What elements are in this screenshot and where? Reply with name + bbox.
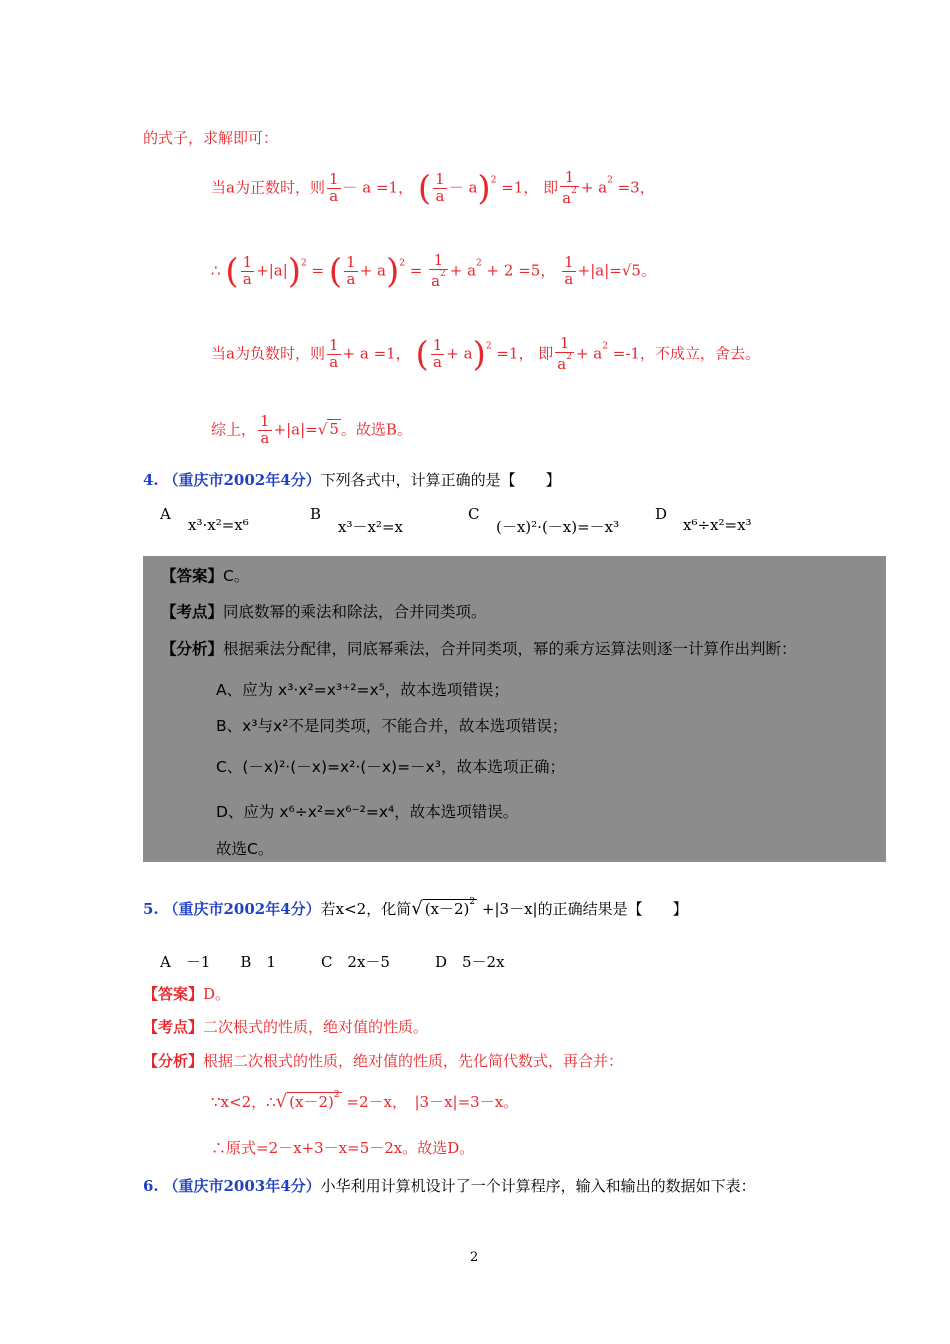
q4-analysis-d: D、应为 x⁶÷x²=x⁶⁻²=x⁴，故本选项错误。 xyxy=(216,803,519,821)
q4-option-b: x³－x²=x xyxy=(338,518,403,536)
intro-text: 的式子，求解即可： xyxy=(143,129,279,147)
summary-line: 综上， $\frac{1}{a}$ +|a|=√ 5 。故选B。 xyxy=(211,412,412,447)
q4-final: 故选C。 xyxy=(216,840,274,858)
q5-final: ∴原式=2－x+3－x=5－2x。故选D。 xyxy=(211,1139,475,1157)
q4-answer: 【答案】C。 xyxy=(161,567,250,585)
case-positive-line: 当a为正数时，则 $\frac{1}{a}$ － a =1， ( $\frac{1}{a}$ － a)$^2$ =1， 即 $\frac{1}{a^2}$ + $a^2 =3$， xyxy=(211,168,655,209)
q4-option-d: x⁶÷x²=x³ xyxy=(683,516,752,534)
q4-analysis: 【分析】根据乘法分配律，同底幂乘法，合并同类项，幂的乘方运算法则逐一计算作出判断： xyxy=(161,640,797,658)
q5-analysis: 【分析】根据二次根式的性质，绝对值的性质，先化简代数式，再合并： xyxy=(143,1052,624,1070)
q4-option-b-label: B xyxy=(310,505,322,523)
question-5-stem: 5. （重庆市2002年4分）若x<2，化简√ $(x-2)^2 +|3-x|$的正确结果是【 】 xyxy=(143,897,688,919)
question-4-stem: 4. （重庆市2002年4分）下列各式中，计算正确的是【 】 xyxy=(143,471,561,489)
q4-analysis-a: A、应为 x³·x²=x³⁺²=x⁵，故本选项错误； xyxy=(216,681,509,699)
q4-option-c-label: C xyxy=(468,505,480,523)
q4-analysis-c: C、(－x)²·(－x)=x²·(－x)=－x³，故本选项正确； xyxy=(216,758,565,776)
q4-option-d-label: D xyxy=(655,505,668,523)
q4-analysis-b: B、x³与x²不是同类项，不能合并，故本选项错误； xyxy=(216,717,568,735)
question-6-stem: 6. （重庆市2003年4分）小华利用计算机设计了一个计算程序，输入和输出的数据如下表： xyxy=(143,1177,756,1195)
case-positive-prefix: 当a为正数时，则 xyxy=(211,178,325,197)
case-negative-line: 当a为负数时，则 $\frac{1}{a}$ + a =1， ( $\frac{1}{a}$ + a)$^2$ =1， 即 $\frac{1}{a^2}$ + $a^2 =-1$，不成立，舍去。 xyxy=(211,334,760,375)
page-number: 2 xyxy=(470,1250,479,1265)
q5-point: 【考点】二次根式的性质，绝对值的性质。 xyxy=(143,1018,429,1036)
q5-answer: 【答案】D。 xyxy=(143,985,231,1003)
q4-option-a-label: A xyxy=(160,505,171,523)
fraction-1-over-a: $\frac{1}{a}$ xyxy=(328,170,339,205)
q5-options: A －1 B 1 C 2x－5 D 5－2x xyxy=(160,953,505,971)
q4-point: 【考点】同底数幂的乘法和除法，合并同类项。 xyxy=(161,603,487,621)
q4-answer-box xyxy=(143,556,886,862)
q4-option-c: (－x)²·(－x)=－x³ xyxy=(496,518,620,536)
radical-expression: $(x-2)^2$ xyxy=(424,897,476,918)
q5-because-line: ∵x<2，∴√ $(x-2)^2 =2-x$， |3－x|=3－x。 xyxy=(211,1090,519,1112)
therefore-line-1: ∴ ( $\frac{1}{a}$ +|a|)$^2$ = ( $\frac{1}{a}$ + a)$^2$ = $\frac{1}{a^2}$ + $a^2 + 2 =5$， $\frac{1}{a}$ +|a|=√5。 xyxy=(211,251,656,292)
q4-option-a: x³·x²=x⁶ xyxy=(188,516,249,534)
